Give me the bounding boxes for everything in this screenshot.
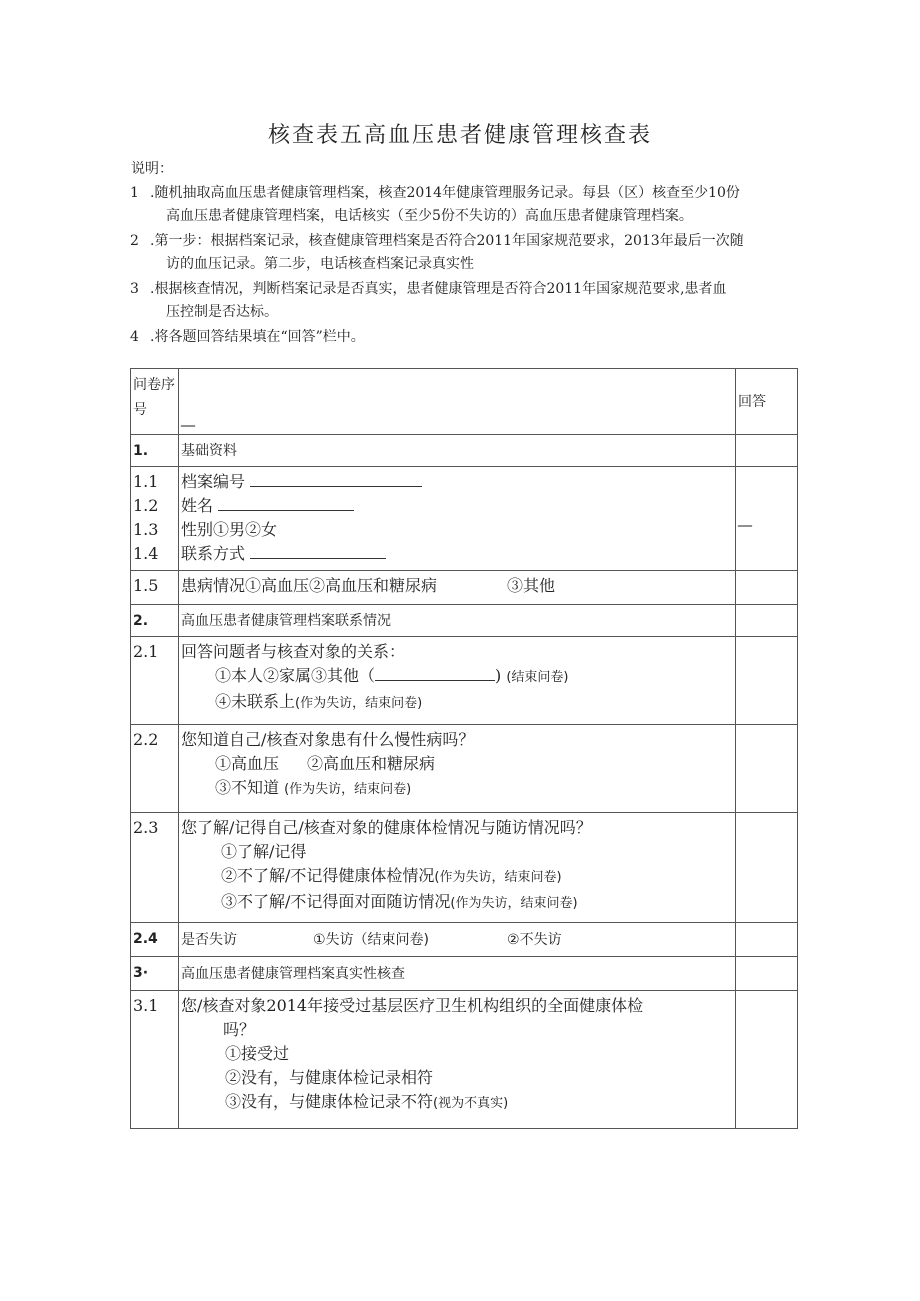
table-row: [131, 637, 798, 725]
item-numbers: 1.1 1.2 1.3 1.4: [131, 467, 179, 571]
section-row: [131, 435, 798, 467]
item-number: 2.4: [131, 923, 179, 957]
table-row: [131, 991, 798, 1129]
option-line: ②没有，与健康体检记录相符: [225, 1068, 434, 1087]
archive-number-field[interactable]: 档案编号: [181, 470, 733, 494]
answer-cell[interactable]: [736, 571, 798, 605]
note-line: 访的血压记录。第二步，电话核查档案记录真实性: [166, 256, 474, 272]
section-number: 1.: [131, 435, 179, 467]
page-title: 核查表五高血压患者健康管理核查表: [267, 123, 652, 148]
note-line: 高血压患者健康管理档案，电话核实（至少5份不失访的）高血压患者健康管理档案。: [166, 208, 693, 224]
option-line: ④未联系上(作为失访，结束问卷): [215, 692, 423, 711]
question-continuation: 吗？: [223, 1020, 256, 1039]
option-line: ③没有，与健康体检记录不符(视为不真实): [225, 1092, 509, 1111]
checklist-table: [130, 368, 798, 1129]
section-row: [131, 605, 798, 637]
item-number: 1.5: [131, 571, 179, 605]
basic-info-fields: [179, 467, 736, 571]
item-number: 2.1: [131, 637, 179, 725]
section-number: 3·: [131, 957, 179, 991]
option-line: ①了解/记得: [221, 842, 307, 861]
answer-cell[interactable]: [736, 813, 798, 923]
header-answer: 回答: [736, 369, 798, 435]
section-row: [131, 957, 798, 991]
answer-cell[interactable]: [736, 605, 798, 637]
table-row: [131, 813, 798, 923]
answer-cell[interactable]: [736, 957, 798, 991]
note-number: 3: [130, 281, 139, 297]
section-number: 2.: [131, 605, 179, 637]
answer-cell[interactable]: [736, 435, 798, 467]
question-text: 您知道自己/核查对象患有什么慢性病吗？ ①高血压 ②高血压和糖尿病 ③不知道 (作为失访，结束问卷): [179, 725, 736, 813]
option-line: ①本人②家属③其他（ ) (结束问卷): [215, 666, 569, 685]
note-line: .将各题回答结果填在“回答”栏中。: [150, 329, 365, 345]
question-text: 是否失访 ①失访（结束问卷) ②不失访: [179, 923, 736, 957]
section-title: 高血压患者健康管理档案真实性核查: [179, 957, 736, 991]
table-row: [131, 725, 798, 813]
table-row: [131, 467, 798, 571]
note-line: .根据核查情况，判断档案记录是否真实，患者健康管理是否符合2011年国家规范要求,患者血: [150, 281, 727, 297]
answer-cell[interactable]: [736, 991, 798, 1129]
header-seq: 问卷序号: [131, 369, 179, 435]
question-text: 您/核查对象2014年接受过基层医疗卫生机构组织的全面健康体检 吗？ ①接受过 ②没有，与健康体检记录相符 ③没有，与健康体检记录不符(视为不真实): [179, 991, 736, 1129]
note-item: [130, 182, 810, 228]
name-field[interactable]: 姓名: [181, 494, 733, 518]
answer-cell[interactable]: [736, 923, 798, 957]
notes-heading: 说明：: [131, 161, 173, 177]
item-number: 2.2: [131, 725, 179, 813]
question-text: 您了解/记得自己/核查对象的健康体检情况与随访情况吗？ ①了解/记得 ②不了解/不记得健康体检情况(作为失访，结束问卷) ③不了解/不记得面对面随访情况(作为失访，结束问卷): [179, 813, 736, 923]
note-line: .随机抽取高血压患者健康管理档案，核查2014年健康管理服务记录。每县（区）核查至少10份: [150, 185, 740, 201]
note-number: 4: [130, 329, 139, 345]
gender-field[interactable]: 性别①男②女: [181, 520, 278, 539]
note-item: [130, 326, 810, 349]
option-line: ①接受过: [225, 1044, 290, 1063]
contact-field[interactable]: 联系方式: [181, 542, 733, 566]
table-header-row: [131, 369, 798, 435]
question-text: 回答问题者与核查对象的关系： ①本人②家属③其他（ ) (结束问卷) ④未联系上(作为失访，结束问卷): [179, 637, 736, 725]
option-line: ②不了解/不记得健康体检情况(作为失访，结束问卷): [221, 866, 562, 885]
option-line: ③不知道 (作为失访，结束问卷): [215, 778, 412, 797]
answer-cell[interactable]: [736, 725, 798, 813]
section-title: 高血压患者健康管理档案联系情况: [179, 605, 736, 637]
item-number: 3.1: [131, 991, 179, 1129]
section-title: 基础资料: [179, 435, 736, 467]
header-question: __: [179, 369, 736, 435]
note-item: [130, 230, 810, 276]
note-line: .第一步：根据档案记录，核查健康管理档案是否符合2011年国家规范要求，2013年最后一次随: [150, 233, 744, 249]
table-row: [131, 923, 798, 957]
question-text: 患病情况①高血压②高血压和糖尿病 ③其他: [179, 571, 736, 605]
option-line: ①高血压 ②高血压和糖尿病: [215, 754, 436, 773]
item-number: 2.3: [131, 813, 179, 923]
note-number: 1: [130, 185, 139, 201]
answer-cell[interactable]: [736, 637, 798, 725]
table-row: [131, 571, 798, 605]
notes-list: [130, 182, 810, 351]
option-line: ③不了解/不记得面对面随访情况(作为失访，结束问卷): [221, 892, 578, 911]
answer-cell[interactable]: __: [736, 467, 798, 571]
note-number: 2: [130, 233, 139, 249]
note-item: [130, 278, 810, 324]
note-line: 压控制是否达标。: [166, 304, 278, 320]
